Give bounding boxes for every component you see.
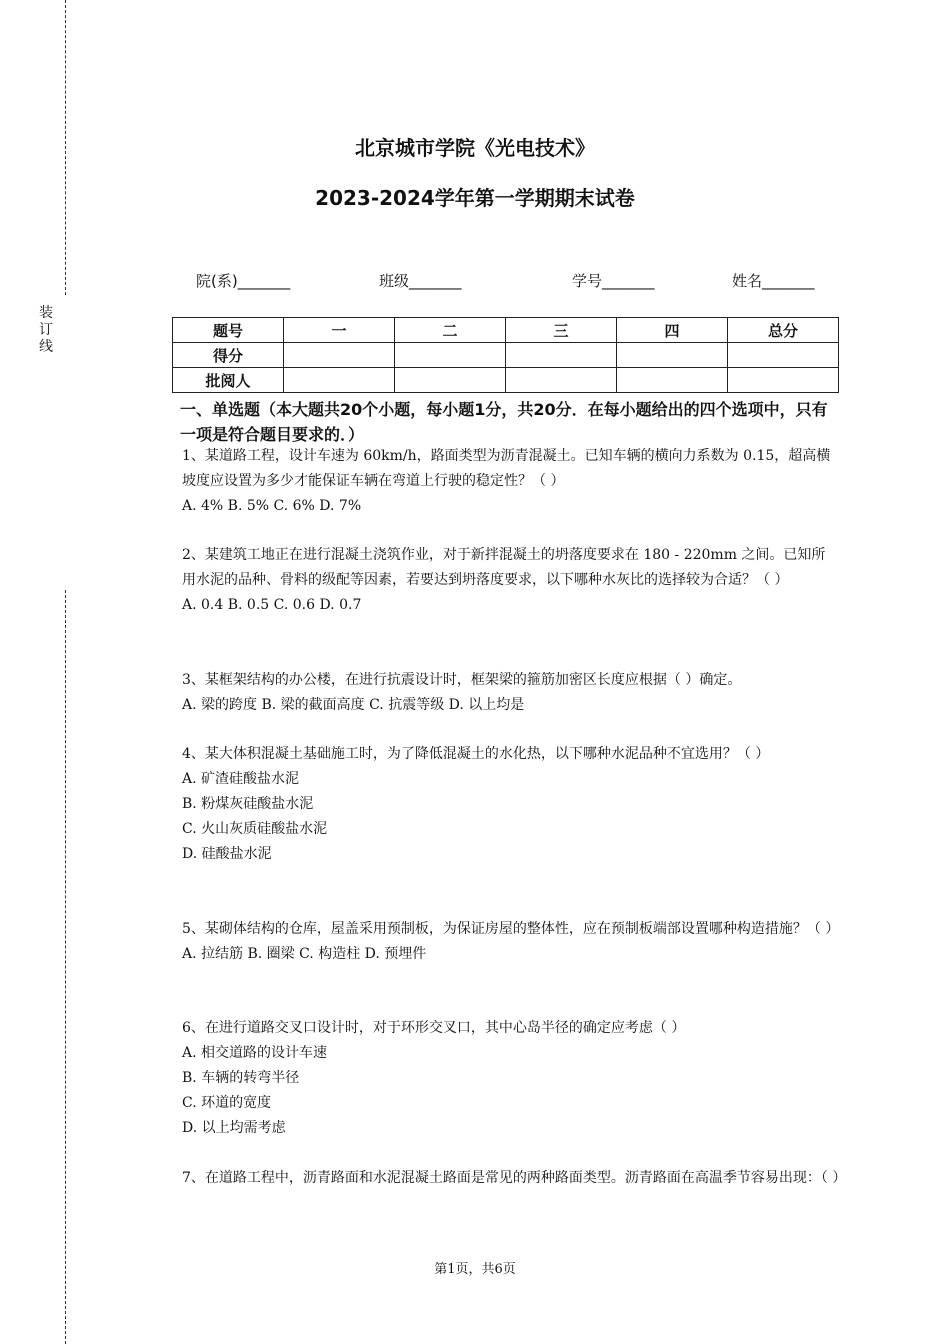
row-label: 得分 xyxy=(173,343,284,368)
question-6 xyxy=(182,1016,842,1141)
binding-label: 装订线 xyxy=(39,305,53,355)
option: C. 环道的宽度 xyxy=(182,1095,272,1111)
grader-row xyxy=(173,368,839,393)
name-field[interactable]: 姓名_______ xyxy=(732,272,815,290)
grader-cell[interactable] xyxy=(506,368,617,393)
question-stem: 3、某框架结构的办公楼，在进行抗震设计时，框架梁的箍筋加密区长度应根据（ ）确定。 xyxy=(182,672,742,688)
question-stem: 2、某建筑工地正在进行混凝土浇筑作业，对于新拌混凝土的坍落度要求在 180 - 220mm 之间。已知所用水泥的品种、骨料的级配等因素，若要达到坍落度要求，以下哪种水灰比的选择较为合适？（ ） xyxy=(182,547,826,588)
question-stem: 5、某砌体结构的仓库，屋盖采用预制板，为保证房屋的整体性，应在预制板端部设置哪种构造措施？（ ） xyxy=(182,921,840,937)
score-cell[interactable] xyxy=(284,343,395,368)
score-table xyxy=(172,317,839,393)
option: B. 车辆的转弯半径 xyxy=(182,1070,300,1086)
department-field[interactable]: 院(系)_______ xyxy=(196,272,291,290)
score-cell[interactable] xyxy=(395,343,506,368)
question-options: A. 0.4 B. 0.5 C. 0.6 D. 0.7 xyxy=(182,597,362,613)
option: B. 粉煤灰硅酸盐水泥 xyxy=(182,796,314,812)
header-cell: 三 xyxy=(506,318,617,343)
header-cell: 题号 xyxy=(173,318,284,343)
score-cell[interactable] xyxy=(728,343,839,368)
option: D. 以上均需考虑 xyxy=(182,1120,286,1136)
student-id-field[interactable]: 学号_______ xyxy=(572,272,655,290)
score-table-header-row xyxy=(173,318,839,343)
option: C. 火山灰质硅酸盐水泥 xyxy=(182,821,328,837)
question-stem: 4、某大体积混凝土基础施工时，为了降低混凝土的水化热，以下哪种水泥品种不宜选用？（ ） xyxy=(182,746,770,762)
question-3 xyxy=(182,668,852,718)
score-cell[interactable] xyxy=(506,343,617,368)
exam-subtitle: 2023-2024学年第一学期期末试卷 xyxy=(315,186,635,210)
exam-title: 北京城市学院《光电技术》 xyxy=(355,136,595,160)
score-row xyxy=(173,343,839,368)
header-cell: 四 xyxy=(617,318,728,343)
question-4 xyxy=(182,742,834,867)
row-label: 批阅人 xyxy=(173,368,284,393)
question-stem: 1、某道路工程，设计车速为 60km/h，路面类型为沥青混凝土。已知车辆的横向力系数为 0.15，超高横坡度应设置为多少才能保证车辆在弯道上行驶的稳定性？（ ） xyxy=(182,448,831,489)
option: D. 硅酸盐水泥 xyxy=(182,846,272,862)
option: A. 矿渣硅酸盐水泥 xyxy=(182,771,300,787)
header-cell: 总分 xyxy=(728,318,839,343)
grader-cell[interactable] xyxy=(617,368,728,393)
class-field[interactable]: 班级_______ xyxy=(379,272,462,290)
question-5 xyxy=(182,917,842,967)
question-options: A. 4% B. 5% C. 6% D. 7% xyxy=(182,498,362,514)
question-7 xyxy=(182,1166,847,1191)
question-stem: 7、在道路工程中，沥青路面和水泥混凝土路面是常见的两种路面类型。沥青路面在高温季节容易出现：（ ） xyxy=(182,1170,847,1186)
score-cell[interactable] xyxy=(617,343,728,368)
option: A. 相交道路的设计车速 xyxy=(182,1045,328,1061)
question-1 xyxy=(182,444,834,519)
question-options: A. 拉结筋 B. 圈梁 C. 构造柱 D. 预埋件 xyxy=(182,946,427,962)
grader-cell[interactable] xyxy=(728,368,839,393)
page-number: 第1页，共6页 xyxy=(434,1262,516,1277)
grader-cell[interactable] xyxy=(284,368,395,393)
question-2 xyxy=(182,543,834,618)
grader-cell[interactable] xyxy=(395,368,506,393)
section-heading: 一、单选题（本大题共20个小题，每小题1分，共20分．在每小题给出的四个选项中，只有一项是符合题目要求的．） xyxy=(180,400,828,444)
question-options: A. 梁的跨度 B. 梁的截面高度 C. 抗震等级 D. 以上均是 xyxy=(182,697,525,713)
binding-dashed-line-bottom xyxy=(65,590,66,1344)
header-cell: 二 xyxy=(395,318,506,343)
header-cell: 一 xyxy=(284,318,395,343)
question-stem: 6、在进行道路交叉口设计时，对于环形交叉口，其中心岛半径的确定应考虑（ ） xyxy=(182,1020,686,1036)
